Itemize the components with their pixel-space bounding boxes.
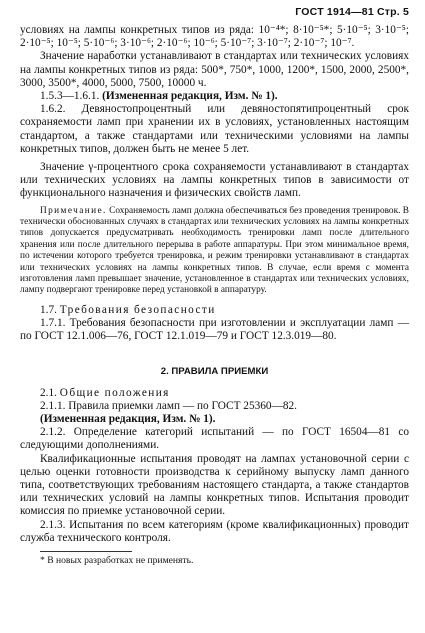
paragraph-amendment-1-5-3 (20, 90, 409, 103)
note-text: Сохраняемость ламп должна обеспечиваться без проведения тренировок. В технически обоснованных случаях в стандартах или технических условиях на лампы конкретных типов допускается предусматривать необходимость тренировки ламп после длительного хранения или после длительного перерыва в работе аппаратуры. При этом минимальное время, по истечении которого требуется тренировка, и режим тренировки устанавливают в стандартах или технических условиях на лампы конкретных типов. В случае, если время с момента изготовления ламп превышает значение, установленное в стандартах или технических условиях, лампу подвергают тренировке перед установкой в аппаратуру. (20, 205, 409, 296)
section-title: 2. ПРАВИЛА ПРИЕМКИ (160, 365, 269, 377)
paragraph-2-1-2: 2.1.2. Определение категорий испытаний — по ГОСТ 16504—81 со следующими дополнениями. (20, 426, 409, 452)
spacer (20, 297, 409, 302)
amendment-note-2-1-1: (Измененная редакция, Изм. № 1). (40, 412, 216, 425)
paragraph-operating-time: Значение наработки устанавливают в стандартах или технических условиях на лампы конкретных типов из ряда: 500*, 750*, 1000, 1200*, 1500, 2000, 2500*, 3000, 3500*, 4000, 5000, 7500, 10000 ч. (20, 50, 409, 89)
paragraph-2-1-1: 2.1.1. Правила приемки ламп — по ГОСТ 25360—82. (40, 399, 297, 412)
subsection-heading-2-1 (20, 387, 409, 400)
paragraph-1-6-2: 1.6.2. Девяностопроцентный или девяностопятипроцентный срок сохраняемости ламп при хранении их в условиях, установленных настоящим стандартом, а также стандартами или техническими условиями на лампы конкретных типов, должен быть не менее 5 лет. (20, 103, 409, 155)
paragraph-series-values: условиях на лампы конкретных типов из ряда: 10⁻⁴*; 8·10⁻⁵*; 5·10⁻⁵; 3·10⁻⁵; 2·10⁻⁵; 10⁻⁵; 5·10⁻⁶; 3·10⁻⁶; 2·10⁻⁶; 10⁻⁶; 5·10⁻⁷; 3·10⁻⁷; 2·10⁻⁷; 10⁻⁷. (20, 24, 409, 50)
note-label: Примечание. (40, 205, 107, 216)
clause-number: 1.5.3—1.6.1. (40, 90, 100, 103)
subsection-title: Общие положения (59, 386, 170, 399)
paragraph-qualification-tests: Квалификационные испытания проводят на лампах установочной серии с целью оценки готовности производства к серийному выпуску ламп данного типа, соответствующих требованиям настоящего стандарта, а также стандартов или технических условий на лампы конкретных типов. Испытания проводит комиссия по приемке установочной серии. (20, 452, 409, 518)
note-paragraph (20, 206, 409, 297)
subsection-title: Требования безопасности (59, 303, 216, 316)
subsection-number: 2.1. (40, 386, 57, 399)
page-content (20, 24, 409, 566)
subsection-heading-1-7 (20, 304, 409, 317)
paragraph-1-7-1: 1.7.1. Требования безопасности при изготовлении и эксплуатации ламп — по ГОСТ 12.1.006—76, ГОСТ 12.1.019—79 и ГОСТ 12.3.019—80. (20, 317, 409, 343)
running-header: ГОСТ 1914—81 Стр. 5 (295, 6, 409, 18)
subsection-number: 1.7. (40, 303, 57, 316)
paragraph-gamma-percent: Значение γ-процентного срока сохраняемости устанавливают в стандартах или технических условиях на лампы конкретных типов в зависимости от функционального назначения и физических свойств ламп. (20, 161, 409, 200)
amendment-note: (Измененная редакция, Изм. № 1). (102, 90, 278, 103)
paragraph-2-1-3: 2.1.3. Испытания по всем категориям (кроме квалификационных) проводит служба технического контроля. (20, 518, 409, 544)
footnote-divider (40, 551, 132, 552)
footnote: * В новых разработках не применять. (40, 554, 194, 566)
